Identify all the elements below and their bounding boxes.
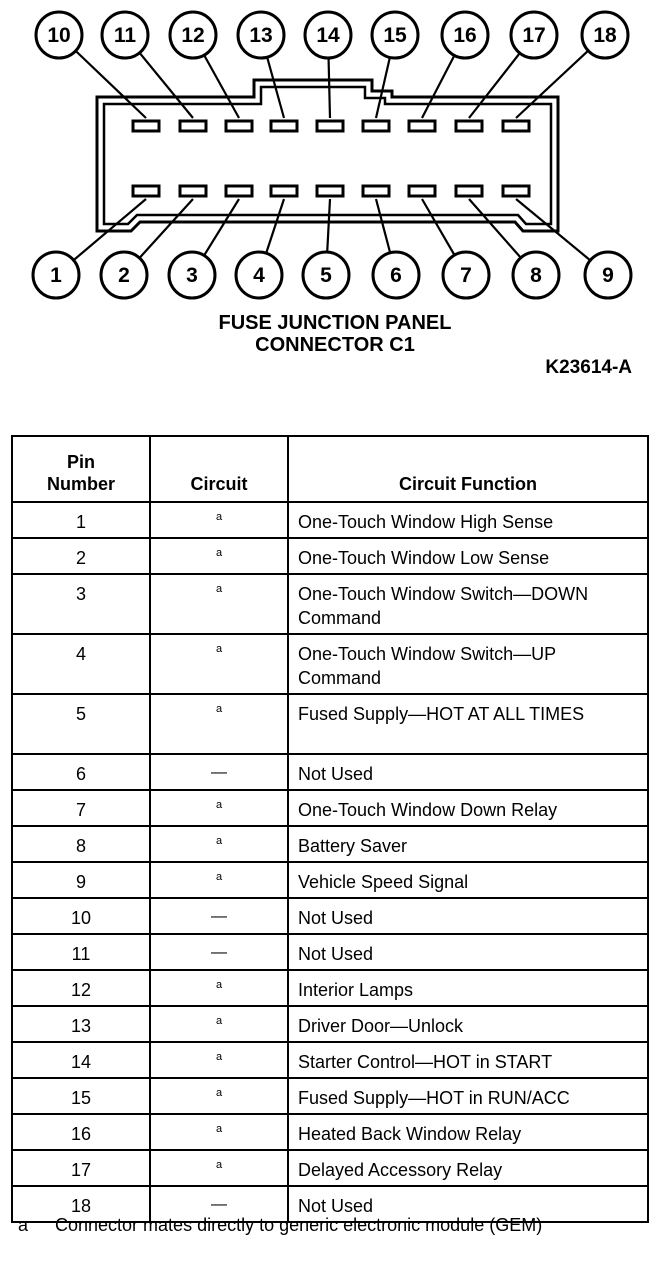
pin-leader-line-10 (76, 51, 146, 118)
circuit-function-cell: One-Touch Window Down Relay (288, 790, 648, 826)
pin-callout-number-2: 2 (118, 264, 130, 287)
pin-slot-3 (226, 186, 252, 196)
circuit-cell: a (150, 970, 288, 1006)
circuit-cell: a (150, 502, 288, 538)
pin-leader-line-6 (376, 199, 390, 253)
pin-slot-7 (409, 186, 435, 196)
table-row (12, 1150, 648, 1186)
pin-leader-line-17 (469, 53, 520, 118)
pin-number-cell: 18 (12, 1186, 150, 1222)
pin-slot-8 (456, 186, 482, 196)
pin-callout-number-1: 1 (50, 264, 62, 287)
pin-leader-line-16 (422, 55, 454, 118)
table-row (12, 790, 648, 826)
pin-callout-number-6: 6 (390, 264, 402, 287)
pin-number-cell: 12 (12, 970, 150, 1006)
circuit-cell: a (150, 1078, 288, 1114)
pin-number-cell: 6 (12, 754, 150, 790)
pin-callout-number-10: 10 (47, 24, 71, 47)
circuit-function-cell: Not Used (288, 898, 648, 934)
circuit-function-cell: One-Touch Window High Sense (288, 502, 648, 538)
pin-callout-number-16: 16 (453, 24, 477, 47)
connector-caption-line1: FUSE JUNCTION PANEL (218, 312, 452, 334)
circuit-function-cell: One-Touch Window Switch—DOWN Command (288, 574, 648, 634)
pin-slot-10 (133, 121, 159, 131)
circuit-function-cell: Fused Supply—HOT in RUN/ACC (288, 1078, 648, 1114)
pin-callout-number-11: 11 (113, 24, 137, 47)
pin-slot-12 (226, 121, 252, 131)
pin-number-cell: 16 (12, 1114, 150, 1150)
table-row (12, 1078, 648, 1114)
connector-housing-inner (104, 87, 551, 224)
header-circuit: Circuit (150, 436, 288, 502)
header-pin-line2: Number (46, 474, 115, 494)
table-row (12, 1042, 648, 1078)
table-row (12, 574, 648, 634)
pin-leader-line-7 (422, 199, 454, 255)
pin-number-cell: 17 (12, 1150, 150, 1186)
pin-leader-line-11 (140, 53, 193, 118)
pin-function-table (11, 435, 649, 1223)
pin-callout-number-4: 4 (253, 264, 265, 287)
circuit-function-cell: Vehicle Speed Signal (288, 862, 648, 898)
footnote-text: Connector mates directly to generic electronic module (GEM) (55, 1215, 543, 1235)
connector-caption-line2: CONNECTOR C1 (255, 334, 415, 356)
table-row (12, 502, 648, 538)
pin-slot-6 (363, 186, 389, 196)
pin-number-cell: 8 (12, 826, 150, 862)
circuit-function-cell: Battery Saver (288, 826, 648, 862)
pin-number-cell: 3 (12, 574, 150, 634)
pin-slot-11 (180, 121, 206, 131)
circuit-cell: a (150, 1114, 288, 1150)
pin-slot-13 (271, 121, 297, 131)
pin-slot-15 (363, 121, 389, 131)
figure-reference: K23614-A (545, 357, 632, 378)
circuit-cell: a (150, 1150, 288, 1186)
pin-callout-number-9: 9 (602, 264, 614, 287)
pin-number-cell: 11 (12, 934, 150, 970)
pin-leader-line-5 (327, 199, 330, 252)
header-circuit-function: Circuit Function (288, 436, 648, 502)
table-row (12, 898, 648, 934)
circuit-cell: a (150, 826, 288, 862)
pin-slot-1 (133, 186, 159, 196)
circuit-cell: a (150, 574, 288, 634)
pin-slot-5 (317, 186, 343, 196)
pin-callout-number-7: 7 (460, 264, 472, 287)
circuit-cell: a (150, 1006, 288, 1042)
circuit-cell: a (150, 862, 288, 898)
circuit-cell: — (150, 754, 288, 790)
pin-number-cell: 4 (12, 634, 150, 694)
pin-leader-line-1 (74, 199, 146, 260)
pin-callout-number-14: 14 (316, 24, 340, 47)
table-row (12, 538, 648, 574)
pin-leader-line-2 (139, 199, 193, 258)
table-row (12, 934, 648, 970)
header-pin-number (12, 436, 150, 502)
connector-diagram (0, 0, 672, 310)
pin-number-cell: 13 (12, 1006, 150, 1042)
pin-leader-line-14 (329, 58, 330, 118)
footnote-mark: a (18, 1215, 29, 1235)
pin-callout-number-8: 8 (530, 264, 542, 287)
pin-number-cell: 2 (12, 538, 150, 574)
circuit-cell: — (150, 898, 288, 934)
pin-slot-17 (456, 121, 482, 131)
circuit-cell: — (150, 1186, 288, 1222)
circuit-cell: a (150, 1042, 288, 1078)
table-row (12, 970, 648, 1006)
pin-number-cell: 9 (12, 862, 150, 898)
table-row (12, 862, 648, 898)
circuit-function-cell: One-Touch Window Switch—UP Command (288, 634, 648, 694)
circuit-function-cell: Driver Door—Unlock (288, 1006, 648, 1042)
pin-slot-14 (317, 121, 343, 131)
circuit-function-cell: Delayed Accessory Relay (288, 1150, 648, 1186)
circuit-function-cell: Fused Supply—HOT AT ALL TIMES (288, 694, 648, 754)
pin-number-cell: 15 (12, 1078, 150, 1114)
pin-callout-number-5: 5 (320, 264, 332, 287)
pin-leader-line-12 (204, 55, 239, 118)
pin-callout-number-3: 3 (186, 264, 198, 287)
pin-callout-number-17: 17 (522, 24, 546, 47)
table-row (12, 634, 648, 694)
pin-callout-number-15: 15 (383, 24, 407, 47)
table-row (12, 694, 648, 754)
pin-callout-number-13: 13 (249, 24, 273, 47)
pin-callout-number-12: 12 (181, 24, 205, 47)
pin-slot-2 (180, 186, 206, 196)
table-row (12, 826, 648, 862)
circuit-function-cell: Not Used (288, 934, 648, 970)
pin-number-cell: 14 (12, 1042, 150, 1078)
circuit-cell: — (150, 934, 288, 970)
table-row (12, 1006, 648, 1042)
circuit-function-cell: Heated Back Window Relay (288, 1114, 648, 1150)
pin-callout-number-18: 18 (593, 24, 617, 47)
circuit-function-cell: Not Used (288, 1186, 648, 1222)
pin-slot-18 (503, 121, 529, 131)
pin-number-cell: 1 (12, 502, 150, 538)
pin-number-cell: 5 (12, 694, 150, 754)
pin-leader-line-15 (376, 57, 390, 118)
pin-number-cell: 7 (12, 790, 150, 826)
table-row (12, 754, 648, 790)
header-pin-line1: Pin (66, 452, 95, 472)
pin-slot-16 (409, 121, 435, 131)
circuit-cell: a (150, 694, 288, 754)
pin-number-cell: 10 (12, 898, 150, 934)
pin-leader-line-3 (204, 199, 239, 255)
circuit-cell: a (150, 634, 288, 694)
circuit-cell: a (150, 538, 288, 574)
circuit-function-cell: One-Touch Window Low Sense (288, 538, 648, 574)
table-header-row (12, 436, 648, 502)
pin-leader-line-4 (266, 199, 284, 253)
connector-housing-outer (97, 80, 558, 231)
pin-slot-9 (503, 186, 529, 196)
circuit-function-cell: Not Used (288, 754, 648, 790)
table-row (12, 1114, 648, 1150)
circuit-function-cell: Interior Lamps (288, 970, 648, 1006)
circuit-function-cell: Starter Control—HOT in START (288, 1042, 648, 1078)
pin-slot-4 (271, 186, 297, 196)
pin-leader-line-8 (469, 199, 521, 258)
circuit-cell: a (150, 790, 288, 826)
